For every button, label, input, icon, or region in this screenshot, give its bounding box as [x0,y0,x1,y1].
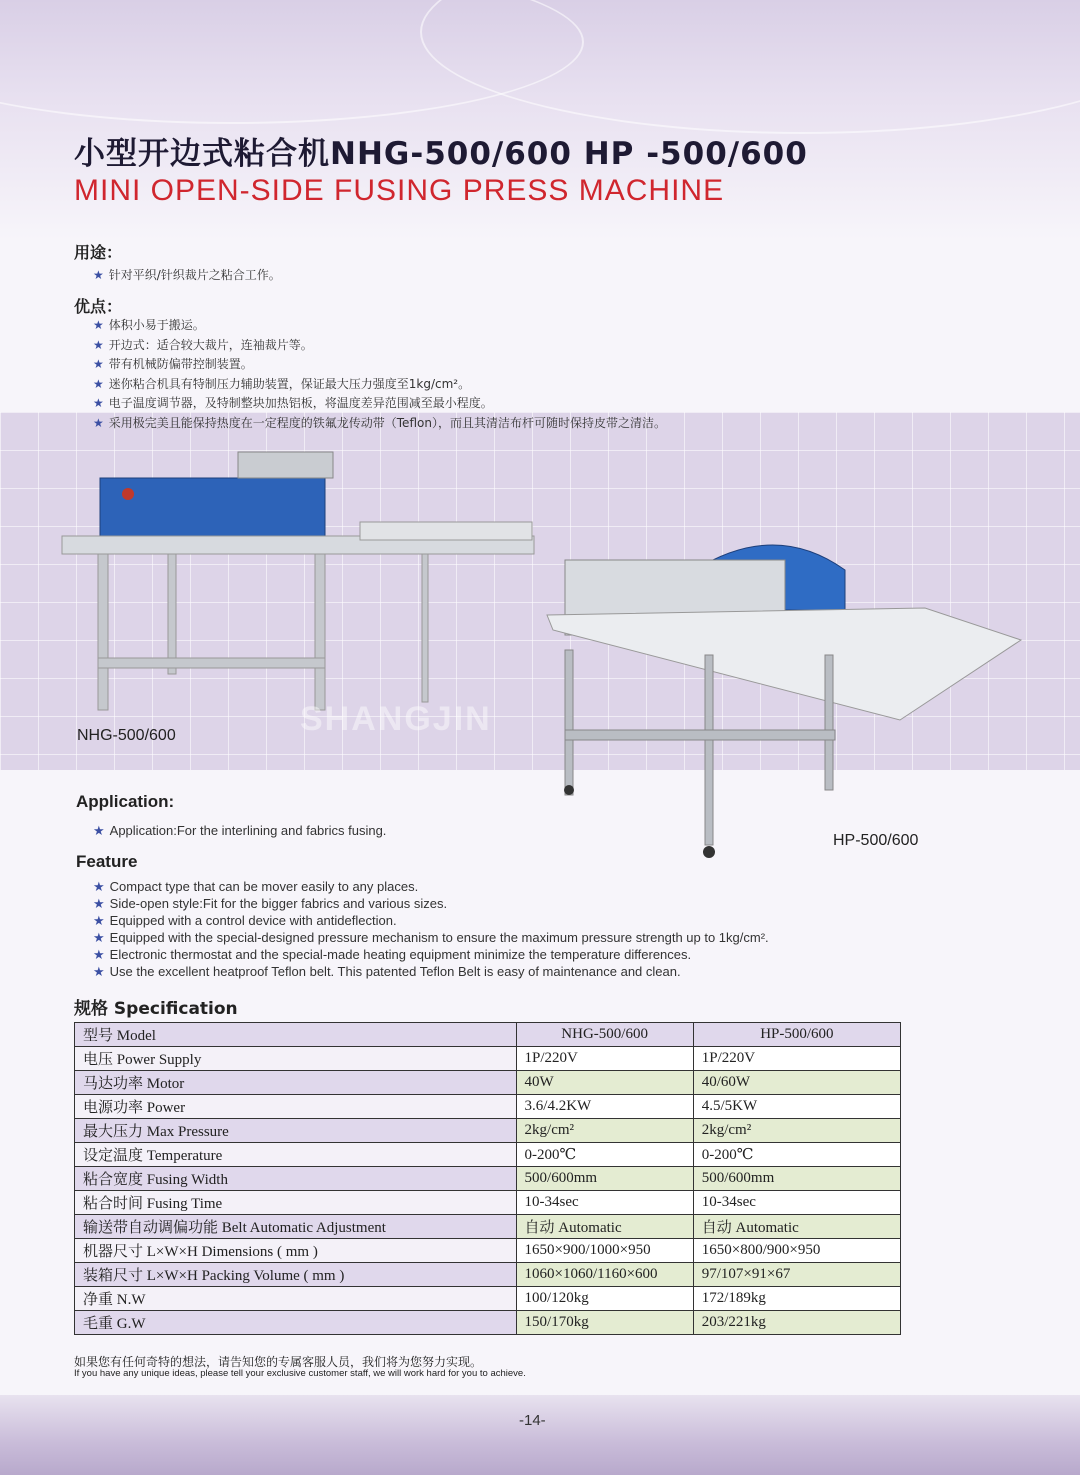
table-cell: 电源功率 Power [75,1095,517,1119]
application-list [93,822,386,839]
table-cell: 1650×800/900×950 [693,1239,900,1263]
table-row [75,1311,901,1335]
list-item: ★ Application:For the interlining and fabrics fusing. [93,823,387,838]
list-item: ★ 开边式：适合较大裁片，连袖裁片等。 [93,337,313,352]
hp-machine-image [545,530,1025,865]
advantages-heading: 优点： [74,297,123,316]
table-cell: 150/170kg [516,1311,693,1335]
table-cell: 净重 N.W [75,1287,517,1311]
table-cell: 最大压力 Max Pressure [75,1119,517,1143]
table-cell: 172/189kg [693,1287,900,1311]
table-cell: 设定温度 Temperature [75,1143,517,1167]
list-item: ★ 电子温度调节器，及特制整块加热铝板，将温度差异范围减至最小程度。 [93,396,493,410]
list-item: ★ 体积小易于搬运。 [93,318,205,332]
caption-hp: HP-500/600 [833,832,919,849]
star-icon: ★ [93,947,105,962]
table-cell: 3.6/4.2KW [516,1095,693,1119]
usage-heading: 用途： [74,243,123,262]
table-cell: 马达功率 Motor [75,1071,517,1095]
page-title-en: MINI OPEN-SIDE FUSING PRESS MACHINE [74,174,725,207]
list-item: ★ Electronic thermostat and the special-made heating equipment minimize the temperature differences. [93,947,692,962]
table-cell: HP-500/600 [693,1023,900,1047]
table-cell: 粘合时间 Fusing Time [75,1191,517,1215]
table-row [75,1287,901,1311]
table-cell: 500/600mm [516,1167,693,1191]
star-icon: ★ [93,357,104,371]
table-row [75,1047,901,1071]
table-cell: 0-200℃ [516,1143,693,1167]
table-row [75,1215,901,1239]
table-row [75,1191,901,1215]
table-cell: 自动 Automatic [516,1215,693,1239]
application-heading: Application: [76,792,175,811]
table-cell: 1P/220V [693,1047,900,1071]
table-row [75,1143,901,1167]
star-icon: ★ [93,823,105,838]
star-icon: ★ [93,415,104,430]
table-cell: 1P/220V [516,1047,693,1071]
table-row [75,1239,901,1263]
star-icon: ★ [93,318,104,332]
caption-nhg: NHG-500/600 [77,727,176,744]
table-cell: 电压 Power Supply [75,1047,517,1071]
table-cell: 40W [516,1071,693,1095]
star-icon: ★ [93,268,104,282]
star-icon: ★ [93,879,105,894]
list-item: ★ 迷你粘合机具有特制压力辅助装置，保证最大压力强度至1kg/cm²。 [93,376,471,391]
page-title-cn: 小型开边式粘合机NHG-500/600 HP -500/600 [74,136,808,172]
table-row [75,1263,901,1287]
table-cell: 自动 Automatic [693,1215,900,1239]
star-icon: ★ [93,930,105,945]
table-cell: 装箱尺寸 L×W×H Packing Volume ( mm ) [75,1263,517,1287]
table-header-row [75,1023,901,1047]
star-icon: ★ [93,896,105,911]
advantages-list [93,316,666,433]
star-icon: ★ [93,396,104,410]
list-item: ★ 采用极完美且能保持热度在一定程度的铁氟龙传动带（Teflon），而且其清洁布杆可随时保持皮带之清洁。 [93,415,666,430]
star-icon: ★ [93,913,105,928]
feature-list [93,878,769,980]
table-cell: 输送带自动调偏功能 Belt Automatic Adjustment [75,1215,517,1239]
table-row [75,1167,901,1191]
star-icon: ★ [93,964,105,979]
list-item: ★ Compact type that can be mover easily to any places. [93,879,419,894]
table-cell: 203/221kg [693,1311,900,1335]
list-item: ★ 带有机械防偏带控制装置。 [93,357,253,371]
table-cell: 0-200℃ [693,1143,900,1167]
table-cell: 2kg/cm² [693,1119,900,1143]
spec-heading: 规格 Specification [74,999,238,1019]
table-cell: 1060×1060/1160×600 [516,1263,693,1287]
footer-note-cn: 如果您有任何奇特的想法，请告知您的专属客服人员，我们将为您努力实现。 [74,1355,483,1369]
feature-heading: Feature [76,852,138,871]
usage-list [93,266,281,286]
watermark-logo: SHANGJIN [300,700,492,738]
table-cell: 1650×900/1000×950 [516,1239,693,1263]
list-item: ★ Equipped with the special-designed pressure mechanism to ensure the maximum pressure strength up to 1kg/cm². [93,930,769,945]
table-cell: 97/107×91×67 [693,1263,900,1287]
table-cell: 型号 Model [75,1023,517,1047]
table-cell: 2kg/cm² [516,1119,693,1143]
footer-background [0,1395,1080,1475]
table-cell: 4.5/5KW [693,1095,900,1119]
list-item: ★ 针对平织/针织裁片之粘合工作。 [93,268,281,282]
list-item: ★ Equipped with a control device with antideflection. [93,913,397,928]
spec-table [74,1022,901,1335]
page-number: -14- [519,1412,546,1429]
table-cell: NHG-500/600 [516,1023,693,1047]
table-row [75,1071,901,1095]
table-row [75,1095,901,1119]
table-cell: 粘合宽度 Fusing Width [75,1167,517,1191]
footer-note-en: If you have any unique ideas, please tell your exclusive customer staff, we will work hard for you to achieve. [74,1368,526,1379]
nhg-machine-image [60,448,540,718]
list-item: ★ Side-open style:Fit for the bigger fabrics and various sizes. [93,896,448,911]
table-cell: 40/60W [693,1071,900,1095]
table-row [75,1119,901,1143]
table-cell: 毛重 G.W [75,1311,517,1335]
list-item: ★ Use the excellent heatproof Teflon belt. This patented Teflon Belt is easy of maintenance and clean. [93,964,681,979]
table-cell: 10-34sec [516,1191,693,1215]
table-cell: 100/120kg [516,1287,693,1311]
table-cell: 机器尺寸 L×W×H Dimensions ( mm ) [75,1239,517,1263]
table-cell: 500/600mm [693,1167,900,1191]
star-icon: ★ [93,376,104,391]
table-cell: 10-34sec [693,1191,900,1215]
star-icon: ★ [93,337,104,352]
